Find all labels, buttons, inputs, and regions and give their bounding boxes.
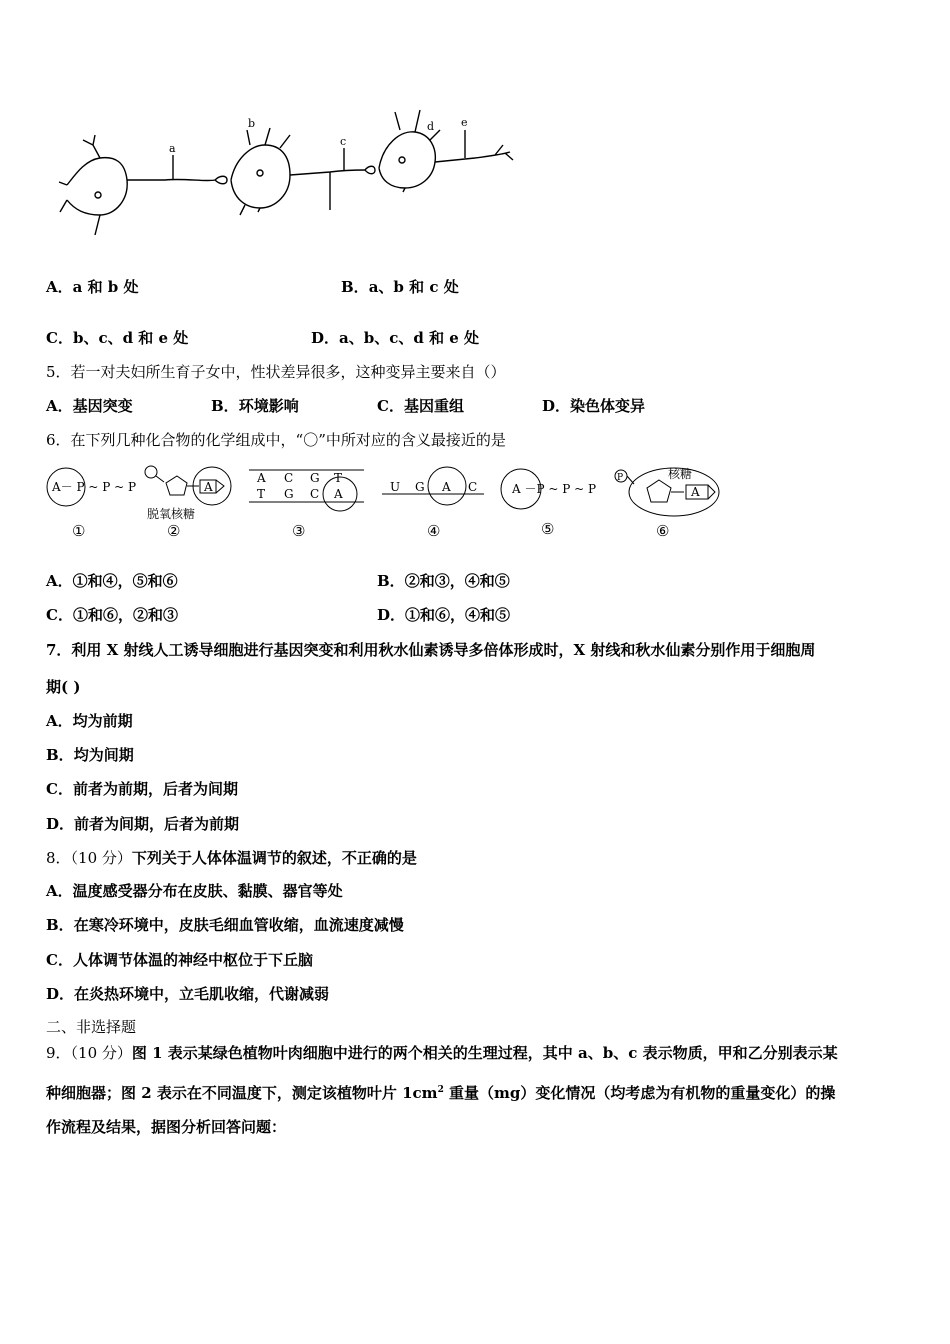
q6-option-b[interactable]: B．②和③，④和⑤ <box>377 572 510 590</box>
q5-option-c[interactable]: C．基因重组 <box>377 397 464 415</box>
q7-stem-line2: 期( ) <box>46 678 81 696</box>
neuron-label-d: d <box>427 120 435 133</box>
f4-letter-3: C <box>468 480 478 494</box>
f5-text: A －P ~ P ~ P <box>512 482 597 496</box>
q8-option-b[interactable]: B．在寒冷环境中，皮肤毛细血管收缩，血流速度减慢 <box>46 916 404 934</box>
f6-p: P <box>617 473 624 483</box>
q6-option-d[interactable]: D．①和⑥，④和⑤ <box>377 606 511 624</box>
f3-top-2: G <box>310 471 320 485</box>
q8-option-a[interactable]: A．温度感受器分布在皮肤、黏膜、器官等处 <box>46 882 343 900</box>
q9-line2: 种细胞器；图 2 表示在不同温度下，测定该植物叶片 $1cm^2$ 重量（mg）变化情况（均考虑为有机物的重量变化）的操 <box>46 1084 836 1102</box>
neuron-diagram <box>55 100 520 240</box>
q4-option-b[interactable]: B．a、b 和 c 处 <box>341 278 459 296</box>
q9-line1: 9．（10 分）图 1 表示某绿色植物叶肉细胞中进行的两个相关的生理过程，其中 a、b、c 表示物质，甲和乙分别表示某 <box>46 1044 838 1062</box>
f1-text: A－ P ~ P ~ P <box>52 480 137 494</box>
f3-top-1: C <box>284 471 294 485</box>
neuron-label-e: e <box>461 116 468 129</box>
q7-option-b[interactable]: B．均为间期 <box>46 746 134 764</box>
compound-figure <box>44 462 734 522</box>
f4-letter-0: U <box>390 480 401 494</box>
f3-bottom-1: G <box>284 487 294 501</box>
f2-label: 脱氧核糖 <box>147 507 196 521</box>
q5-option-d[interactable]: D．染色体变异 <box>542 397 646 415</box>
fig-number-3: ③ <box>292 522 306 540</box>
q8-option-c[interactable]: C．人体调节体温的神经中枢位于下丘脑 <box>46 951 313 969</box>
compound-diagram <box>44 462 734 522</box>
q5-option-b[interactable]: B．环境影响 <box>211 397 299 415</box>
neuron-label-c: c <box>340 135 347 148</box>
f3-bottom-3: A <box>334 487 343 501</box>
neuron-label-b: b <box>248 117 256 130</box>
f6-base: A <box>691 485 700 499</box>
q5-stem: 5．若一对夫妇所生育子女中，性状差异很多，这种变异主要来自（） <box>46 363 506 381</box>
neuron-label-a: a <box>169 142 176 155</box>
f4-letter-1: G <box>415 480 425 494</box>
q7-stem-line1: 7．利用 X 射线人工诱导细胞进行基因突变和利用秋水仙素诱导多倍体形成时，X 射线和秋水仙素分别作用于细胞周 <box>46 641 816 659</box>
fig-number-1: ① <box>72 522 86 540</box>
fig-number-4: ④ <box>427 522 441 540</box>
q5-option-a[interactable]: A．基因突变 <box>46 397 133 415</box>
neuron-figure <box>55 100 520 240</box>
q4-option-c[interactable]: C．b、c、d 和 e 处 <box>46 329 189 347</box>
f6-label: 核糖 <box>668 467 693 481</box>
fig-number-5: ⑤ <box>541 520 555 538</box>
f3-top-3: T <box>334 471 343 485</box>
fig-number-6: ⑥ <box>656 522 670 540</box>
q6-option-c[interactable]: C．①和⑥，②和③ <box>46 606 178 624</box>
q8-stem: 8．（10 分）下列关于人体体温调节的叙述，不正确的是 <box>46 849 417 867</box>
q4-option-d[interactable]: D．a、b、c、d 和 e 处 <box>311 329 480 347</box>
q7-option-d[interactable]: D．前者为间期，后者为前期 <box>46 815 240 833</box>
fig-number-2: ② <box>167 522 181 540</box>
q6-option-a[interactable]: A．①和④，⑤和⑥ <box>46 572 178 590</box>
f3-top-0: A <box>257 471 266 485</box>
q4-option-a[interactable]: A．a 和 b 处 <box>46 278 139 296</box>
q7-option-c[interactable]: C．前者为前期，后者为间期 <box>46 780 238 798</box>
f3-bottom-2: C <box>310 487 320 501</box>
f2-base: A <box>204 480 213 494</box>
q8-option-d[interactable]: D．在炎热环境中，立毛肌收缩，代谢减弱 <box>46 985 330 1003</box>
q7-option-a[interactable]: A．均为前期 <box>46 712 133 730</box>
q9-line3: 作流程及结果，据图分析回答问题： <box>46 1118 287 1136</box>
q6-stem: 6．在下列几种化合物的化学组成中，“〇”中所对应的含义最接近的是 <box>46 431 506 449</box>
section2-title: 二、非选择题 <box>46 1018 137 1036</box>
f3-bottom-0: T <box>257 487 266 501</box>
f4-letter-2: A <box>442 480 451 494</box>
